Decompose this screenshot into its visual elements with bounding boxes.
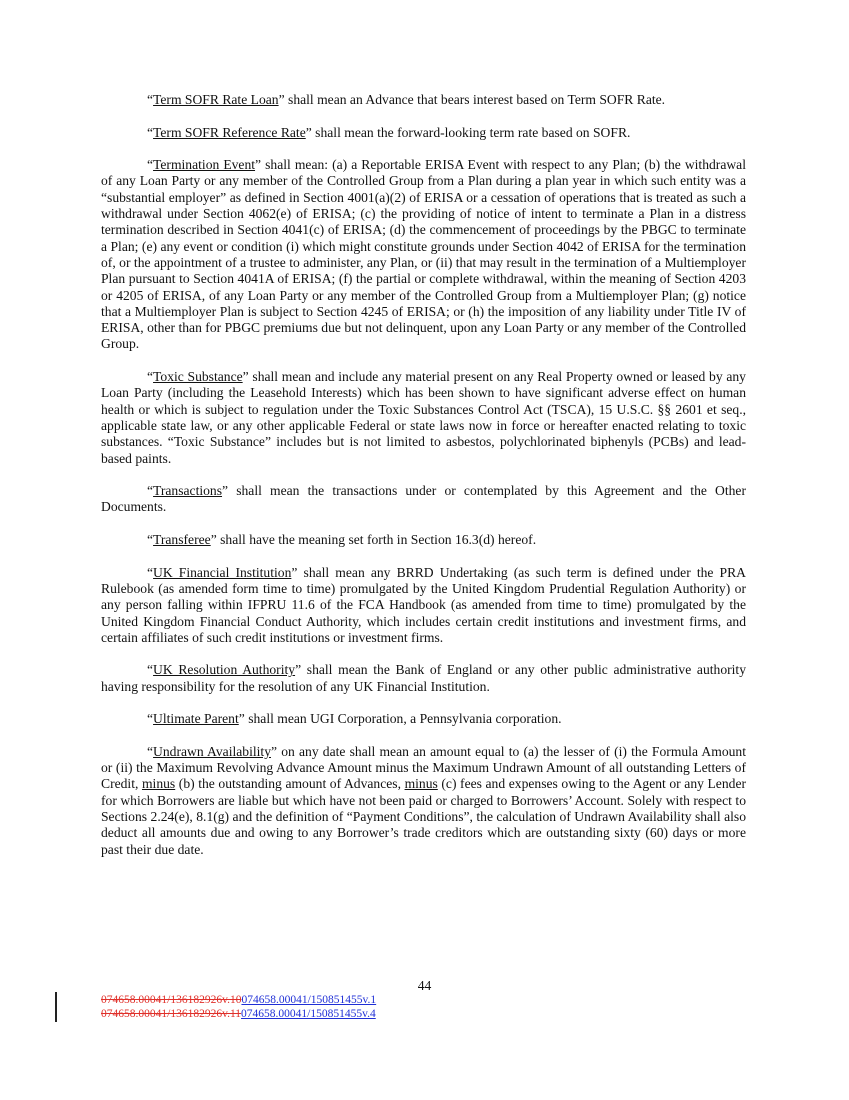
definition-transferee: “Transferee” shall have the meaning set forth in Section 16.3(d) hereof. — [147, 532, 537, 548]
defined-term: Termination Event — [153, 157, 256, 173]
inserted-doc-id[interactable]: 074658.00041/150851455v.1 — [241, 994, 377, 1006]
definition-undrawn-availability: “Undrawn Availability” on any date shall mean an amount equal to (a) the lesser of (i) the Formula Amount or (ii) the Maximum Revolving Advance Amount minus the Maximum Undrawn Amount of all outstanding Letters of Credit, minus (b) the outstanding amount of Advances, minus (c) fees and expenses owing to the Agent or any Lender for which Borrowers are liable but which have not been paid or charged to Borrowers’ Account. Solely with respect to Sections 2.24(e), 8.1(g) and the definition of “Payment Conditions”, the calculation of Undrawn Availability shall also deduct all amounts due and owing to any Borrower’s trade creditors which are outstanding sixty (60) days or more past their due date. — [101, 743, 746, 857]
footer-line-1 — [101, 993, 376, 1007]
footer-line-2 — [101, 1007, 376, 1021]
deleted-doc-id: 074658.00041/136182926v.10 — [101, 994, 242, 1006]
defined-term: UK Financial Institution — [153, 564, 292, 580]
page-number: 44 — [417, 978, 432, 993]
defined-term: Toxic Substance — [153, 369, 243, 385]
defined-term: Ultimate Parent — [153, 711, 239, 727]
definition-toxic-substance: “Toxic Substance” shall mean and include any material present on any Real Property owned or leased by any Loan Party (including the Leasehold Interests) which has been shown to have significant adverse effect on human health or which is subject to regulation under the Toxic Substances Control Act (TSCA), 15 U.S.C. §§ 2601 et seq., applicable state law, or any other applicable Federal or state laws now in force or hereafter enacted relating to toxic substances. “Toxic Substance” includes but is not limited to asbestos, polychlorinated biphenyls (PCBs) and lead-based paints. — [101, 369, 746, 466]
deleted-doc-id: 074658.00041/136182926v.11 — [101, 1008, 242, 1020]
defined-term: Term SOFR Reference Rate — [153, 124, 306, 140]
definition-ultimate-parent: “Ultimate Parent” shall mean UGI Corporation, a Pennsylvania corporation. — [147, 711, 562, 727]
change-bar — [55, 992, 57, 1022]
definition-uk-resolution-authority: “UK Resolution Authority” shall mean the Bank of England or any other public administrative authority having responsibility for the resolution of any UK Financial Institution. — [101, 662, 746, 694]
defined-term: Term SOFR Rate Loan — [153, 92, 279, 107]
document-footer — [101, 993, 376, 1021]
defined-term: Undrawn Availability — [153, 743, 271, 759]
defined-term: Transferee — [153, 532, 211, 548]
document-body — [101, 92, 746, 874]
definition-uk-financial-institution: “UK Financial Institution” shall mean any BRRD Undertaking (as such term is defined under the PRA Rulebook (as amended form time to time) promulgated by the United Kingdom Prudential Regulation Authority) or any person falling within IFPRU 11.6 of the FCA Handbook (as amended from time to time) promulgated by the United Kingdom Financial Conduct Authority, which includes certain credit institutions and investment firms, and certain affiliates of such credit institutions or investment firms. — [101, 564, 746, 645]
defined-term: UK Resolution Authority — [153, 662, 296, 678]
definition-term-sofr-rate-loan: “Term SOFR Rate Loan” shall mean an Advance that bears interest based on Term SOFR Rate. — [147, 92, 666, 107]
inserted-doc-id[interactable]: 074658.00041/150851455v.4 — [241, 1008, 376, 1020]
defined-term: Transactions — [153, 483, 223, 499]
definition-transactions: “Transactions” shall mean the transactions under or contemplated by this Agreement and the Other Documents. — [101, 483, 746, 515]
definition-term-sofr-reference-rate: “Term SOFR Reference Rate” shall mean the forward-looking term rate based on SOFR. — [147, 124, 631, 140]
definition-termination-event: “Termination Event” shall mean: (a) a Reportable ERISA Event with respect to any Plan; (b) the withdrawal of any Loan Party or any member of the Controlled Group from a Plan during a plan year in which such entity was a “substantial employer” as defined in Section 4001(a)(2) of ERISA or a cessation of operations that is treated as such a withdrawal under Section 4062(e) of ERISA; (c) the providing of notice of intent to terminate a Plan in a distress termination described in Section 4041(c) of ERISA; (d) the commencement of proceedings by the PBGC to terminate a Plan; (e) any event or condition (i) which might constitute grounds under Section 4042 of ERISA for the termination of, or the appointment of a trustee to administer, any Plan, or (ii) that may result in the termination of a Multiemployer Plan pursuant to Section 4041A of ERISA; (f) the partial or complete withdrawal, within the meaning of Section 4203 or 4205 of ERISA, of any Loan Party or any member of the Controlled Group from a Multiemployer Plan; (g) notice that a Multiemployer Plan is subject to Section 4245 of ERISA; or (h) the imposition of any liability under Title IV of ERISA, other than for PBGC premiums due but not delinquent, upon any Loan Party or any member of the Controlled Group. — [101, 157, 746, 352]
